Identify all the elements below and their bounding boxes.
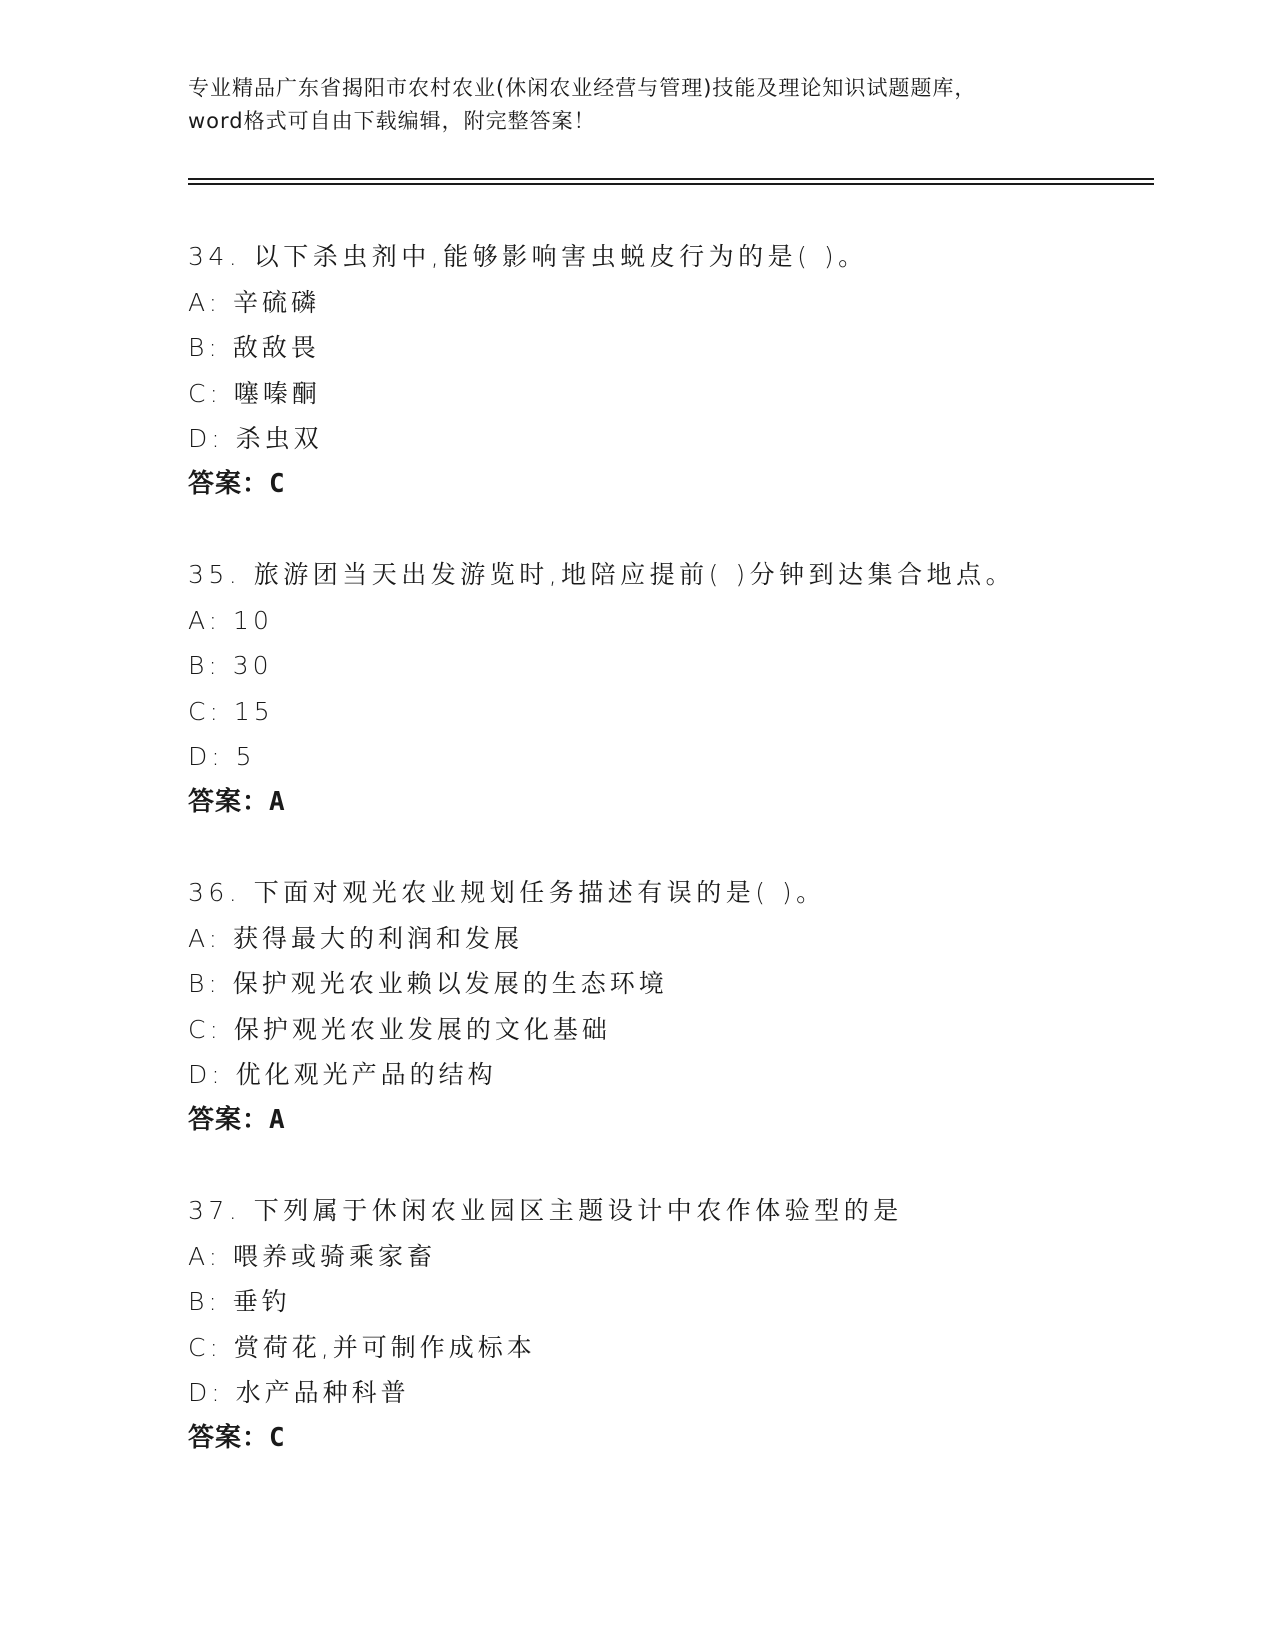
question-36 xyxy=(188,870,1168,1143)
header-divider-bottom xyxy=(188,183,1154,185)
option-d: D: 水产品种科普 xyxy=(188,1378,410,1407)
option-d: D: 优化观光产品的结构 xyxy=(188,1060,497,1089)
option-c: C: 噻嗪酮 xyxy=(188,378,321,408)
option-c: C: 15 xyxy=(188,696,274,726)
option-c: C: 赏荷花,并可制作成标本 xyxy=(188,1332,536,1362)
question-35 xyxy=(188,552,1168,825)
answer-label: 答案： xyxy=(188,468,270,499)
answer xyxy=(188,1416,1168,1462)
header-line-1: 专业精品广东省揭阳市农村农业(休闲农业经营与管理)技能及理论知识试题题库， xyxy=(188,76,977,100)
answer-value: C xyxy=(269,1422,286,1453)
question-37 xyxy=(188,1188,1168,1461)
answer xyxy=(188,780,1168,826)
option-a: A: 获得最大的利润和发展 xyxy=(188,923,524,953)
option-d: D: 杀虫双 xyxy=(188,424,323,453)
option-a: A: 10 xyxy=(188,605,273,635)
answer-label: 答案： xyxy=(188,786,270,817)
option-a: A: 辛硫磷 xyxy=(188,287,321,317)
header-divider-top xyxy=(188,178,1154,180)
option-a: A: 喂养或骑乘家畜 xyxy=(188,1241,437,1271)
option-b: B: 垂钓 xyxy=(188,1287,291,1316)
answer-value: A xyxy=(269,786,286,817)
answer-label: 答案： xyxy=(188,1104,270,1135)
question-stem: 34. 以下杀虫剂中,能够影响害虫蜕皮行为的是( )。 xyxy=(188,242,868,271)
answer xyxy=(188,462,1168,508)
option-c: C: 保护观光农业发展的文化基础 xyxy=(188,1014,611,1044)
answer-label: 答案： xyxy=(188,1422,270,1453)
answer xyxy=(188,1098,1168,1144)
question-stem: 36. 下面对观光农业规划任务描述有误的是( )。 xyxy=(188,878,826,907)
question-stem: 37. 下列属于休闲农业园区主题设计中农作体验型的是 xyxy=(188,1196,903,1225)
answer-value: C xyxy=(269,468,286,499)
document-header xyxy=(188,72,1148,138)
header-line-2: word格式可自由下载编辑，附完整答案！ xyxy=(188,109,596,133)
answer-value: A xyxy=(269,1104,286,1135)
option-b: B: 保护观光农业赖以发展的生态环境 xyxy=(188,969,668,998)
option-b: B: 敌敌畏 xyxy=(188,333,320,362)
question-34 xyxy=(188,234,1168,507)
option-b: B: 30 xyxy=(188,651,273,680)
question-stem: 35. 旅游团当天出发游览时,地陪应提前( )分钟到达集合地点。 xyxy=(188,560,1016,589)
option-d: D: 5 xyxy=(188,742,256,771)
